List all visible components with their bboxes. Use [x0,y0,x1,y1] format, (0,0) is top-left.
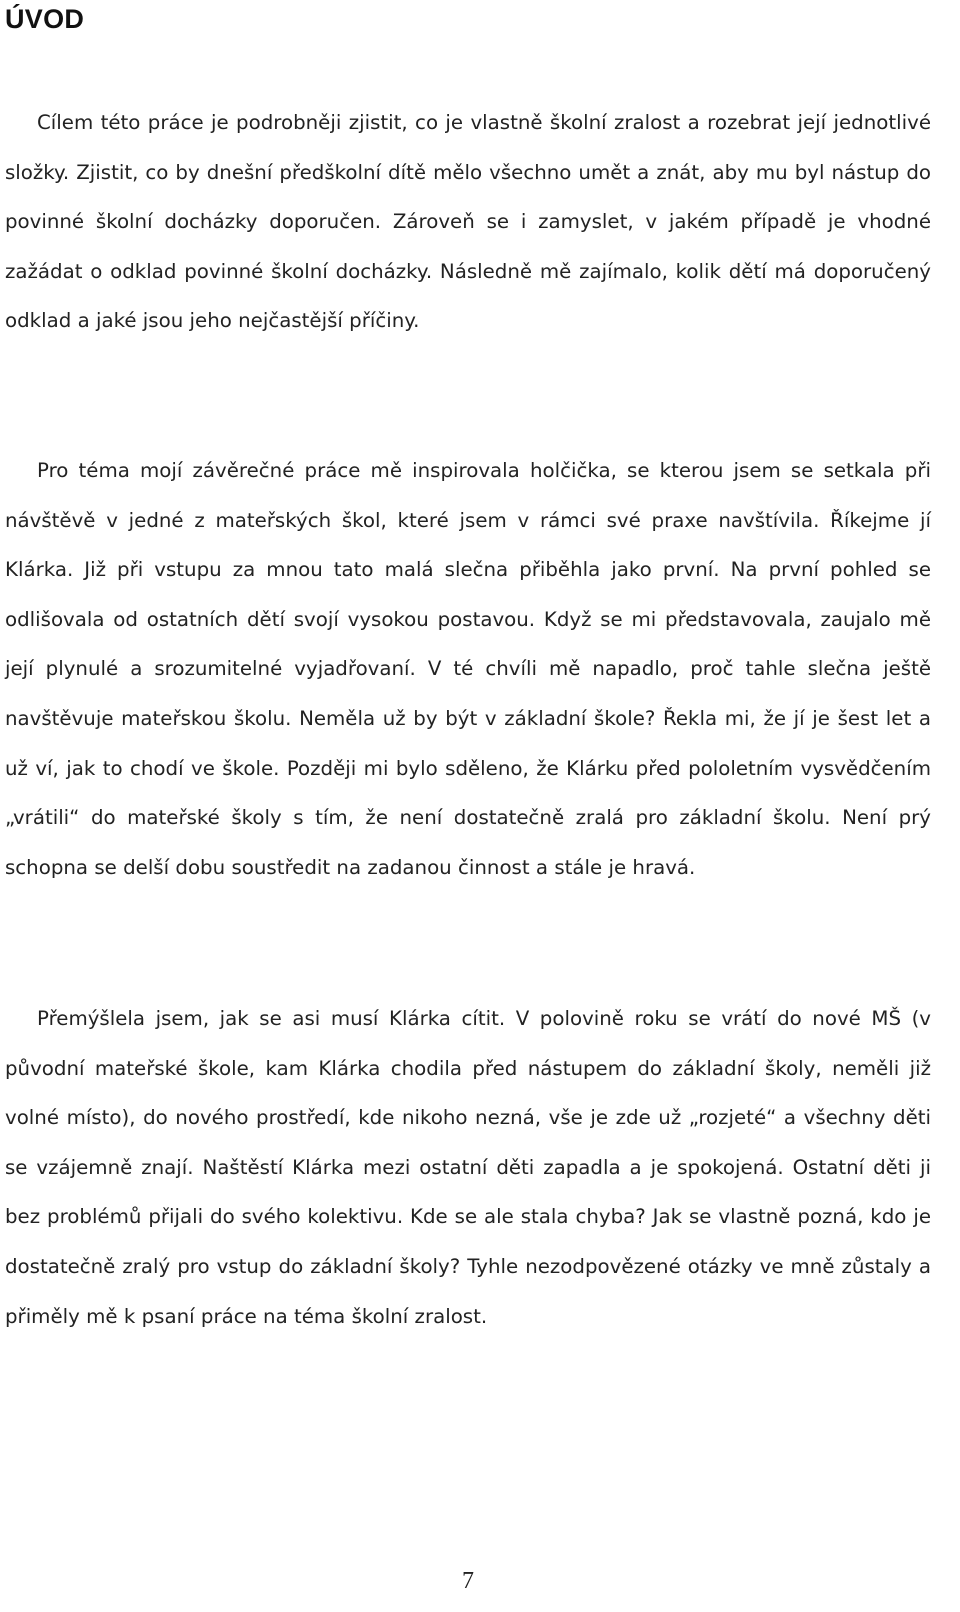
paragraph-intro-goal: Cílem této práce je podrobněji zjistit, co je vlastně školní zralost a rozebrat její jednotlivé složky. Zjistit, co by dnešní předškolní dítě mělo všechno umět a znát, aby mu byl nástup do povinné školní docházky doporučen. Zároveň se i zamyslet, v jakém případě je vhodné zažádat o odklad povinné školní docházky. Následně mě zajímalo, kolik dětí má doporučený odklad a jaké jsou jeho nejčastější příčiny. [5,111,931,333]
section-heading: ÚVOD [5,4,85,34]
paragraph-inspiration: Pro téma mojí závěrečné práce mě inspirovala holčička, se kterou jsem se setkala při návštěvě v jedné z mateřských škol, které jsem v rámci své praxe navštívila. Říkejme jí Klárka. Již při vstupu za mnou tato malá slečna přiběhla jako první. Na první pohled se odlišovala od ostatních dětí svojí vysokou postavou. Když se mi představovala, zaujalo mě její plynulé a srozumitelné vyjadřovaní. V té chvíli mě napadlo, proč tahle slečna ještě navštěvuje mateřskou školu. Neměla už by být v základní škole? Řekla mi, že jí je šest let a už ví, jak to chodí ve škole. Později mi bylo sděleno, že Klárku před pololetním vysvědčením „vrátili“ do mateřské školy s tím, že není dostatečně zralá pro základní školu. Není prý schopna se delší dobu soustředit na zadanou činnost a stále je hravá. [5,459,931,879]
paragraph-reflection: Přemýšlela jsem, jak se asi musí Klárka cítit. V polovině roku se vrátí do nové MŠ (v původní mateřské škole, kam Klárka chodila před nástupem do základní školy, neměli již volné místo), do nového prostředí, kde nikoho nezná, vše je zde už „rozjeté“ a všechny děti se vzájemně znají. Naštěstí Klárka mezi ostatní děti zapadla a je spokojená. Ostatní děti ji bez problémů přijali do svého kolektivu. Kde se ale stala chyba? Jak se vlastně pozná, kdo je dostatečně zralý pro vstup do základní školy? Tyhle nezodpovězené otázky ve mně zůstaly a přiměly mě k psaní práce na téma školní zralost. [5,1007,931,1328]
page-number: 7 [462,1568,474,1594]
